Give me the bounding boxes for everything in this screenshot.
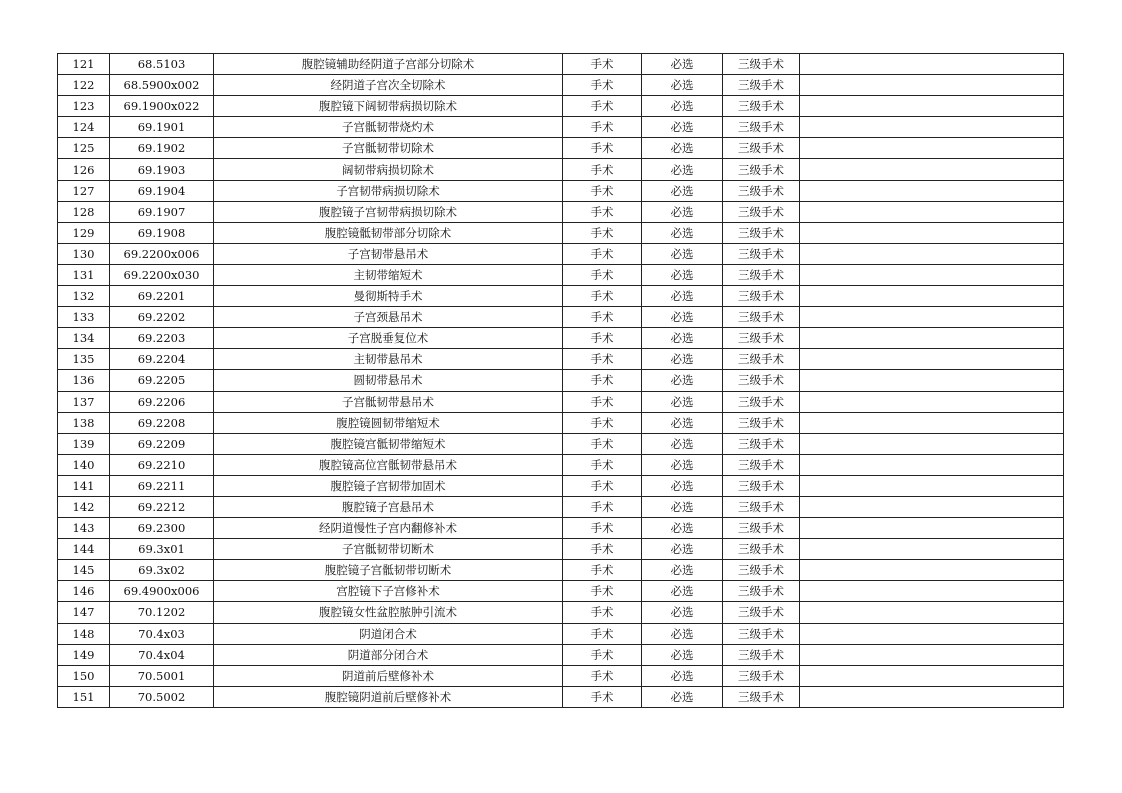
row-number-cell: 142	[58, 496, 110, 517]
category-cell: 手术	[563, 539, 642, 560]
procedure-name-cell: 腹腔镜高位宫骶韧带悬吊术	[214, 454, 563, 475]
table-row	[58, 560, 1064, 581]
procedure-code-cell: 69.2206	[110, 391, 214, 412]
procedure-code-cell: 69.2200x006	[110, 243, 214, 264]
note-cell	[800, 328, 1064, 349]
note-cell	[800, 243, 1064, 264]
surgery-level-cell: 三级手术	[723, 475, 800, 496]
note-cell	[800, 475, 1064, 496]
table-row	[58, 328, 1064, 349]
procedure-code-cell: 69.2200x030	[110, 264, 214, 285]
note-cell	[800, 222, 1064, 243]
table-row	[58, 307, 1064, 328]
note-cell	[800, 623, 1064, 644]
procedure-code-cell: 69.2205	[110, 370, 214, 391]
table-row	[58, 243, 1064, 264]
procedure-code-cell: 69.1901	[110, 117, 214, 138]
note-cell	[800, 560, 1064, 581]
surgery-level-cell: 三级手术	[723, 96, 800, 117]
row-number-cell: 149	[58, 644, 110, 665]
table-row	[58, 581, 1064, 602]
table-row	[58, 602, 1064, 623]
procedure-name-cell: 腹腔镜辅助经阴道子宫部分切除术	[214, 54, 563, 75]
row-number-cell: 125	[58, 138, 110, 159]
surgery-level-cell: 三级手术	[723, 138, 800, 159]
surgery-level-cell: 三级手术	[723, 286, 800, 307]
note-cell	[800, 581, 1064, 602]
procedure-name-cell: 腹腔镜子宫韧带加固术	[214, 475, 563, 496]
table-row	[58, 665, 1064, 686]
procedure-name-cell: 主韧带缩短术	[214, 264, 563, 285]
surgery-level-cell: 三级手术	[723, 391, 800, 412]
required-cell: 必选	[642, 391, 723, 412]
row-number-cell: 136	[58, 370, 110, 391]
row-number-cell: 133	[58, 307, 110, 328]
surgery-level-cell: 三级手术	[723, 539, 800, 560]
note-cell	[800, 665, 1064, 686]
surgery-level-cell: 三级手术	[723, 243, 800, 264]
surgery-level-cell: 三级手术	[723, 454, 800, 475]
procedure-code-cell: 69.1904	[110, 180, 214, 201]
note-cell	[800, 307, 1064, 328]
procedure-name-cell: 子宫骶韧带切断术	[214, 539, 563, 560]
note-cell	[800, 180, 1064, 201]
surgery-level-cell: 三级手术	[723, 433, 800, 454]
category-cell: 手术	[563, 560, 642, 581]
required-cell: 必选	[642, 75, 723, 96]
note-cell	[800, 349, 1064, 370]
procedure-code-cell: 69.2204	[110, 349, 214, 370]
category-cell: 手术	[563, 54, 642, 75]
procedure-code-cell: 69.2210	[110, 454, 214, 475]
category-cell: 手术	[563, 222, 642, 243]
note-cell	[800, 412, 1064, 433]
note-cell	[800, 518, 1064, 539]
procedure-code-cell: 69.1908	[110, 222, 214, 243]
note-cell	[800, 391, 1064, 412]
procedure-code-cell: 69.2211	[110, 475, 214, 496]
procedure-code-cell: 69.2203	[110, 328, 214, 349]
category-cell: 手术	[563, 159, 642, 180]
procedure-name-cell: 腹腔镜宫骶韧带缩短术	[214, 433, 563, 454]
category-cell: 手术	[563, 264, 642, 285]
row-number-cell: 135	[58, 349, 110, 370]
table-row	[58, 54, 1064, 75]
required-cell: 必选	[642, 349, 723, 370]
surgery-level-cell: 三级手术	[723, 328, 800, 349]
procedure-code-cell: 69.3x01	[110, 539, 214, 560]
table-row	[58, 644, 1064, 665]
note-cell	[800, 370, 1064, 391]
required-cell: 必选	[642, 54, 723, 75]
procedure-code-cell: 69.2212	[110, 496, 214, 517]
procedure-name-cell: 腹腔镜子宫悬吊术	[214, 496, 563, 517]
required-cell: 必选	[642, 138, 723, 159]
note-cell	[800, 539, 1064, 560]
table-row	[58, 370, 1064, 391]
category-cell: 手术	[563, 496, 642, 517]
surgery-level-cell: 三级手术	[723, 412, 800, 433]
category-cell: 手术	[563, 581, 642, 602]
required-cell: 必选	[642, 307, 723, 328]
category-cell: 手术	[563, 243, 642, 264]
procedure-name-cell: 阴道闭合术	[214, 623, 563, 644]
surgery-level-cell: 三级手术	[723, 602, 800, 623]
surgery-level-cell: 三级手术	[723, 180, 800, 201]
required-cell: 必选	[642, 264, 723, 285]
table-row	[58, 75, 1064, 96]
required-cell: 必选	[642, 475, 723, 496]
row-number-cell: 128	[58, 201, 110, 222]
procedure-name-cell: 经阴道子宫次全切除术	[214, 75, 563, 96]
note-cell	[800, 644, 1064, 665]
category-cell: 手术	[563, 180, 642, 201]
row-number-cell: 151	[58, 686, 110, 707]
row-number-cell: 141	[58, 475, 110, 496]
procedure-name-cell: 子宫脱垂复位术	[214, 328, 563, 349]
table-row	[58, 539, 1064, 560]
required-cell: 必选	[642, 412, 723, 433]
category-cell: 手术	[563, 370, 642, 391]
category-cell: 手术	[563, 454, 642, 475]
procedure-name-cell: 宫腔镜下子宫修补术	[214, 581, 563, 602]
required-cell: 必选	[642, 222, 723, 243]
required-cell: 必选	[642, 454, 723, 475]
category-cell: 手术	[563, 75, 642, 96]
required-cell: 必选	[642, 644, 723, 665]
note-cell	[800, 159, 1064, 180]
note-cell	[800, 96, 1064, 117]
procedure-code-cell: 69.1902	[110, 138, 214, 159]
surgery-level-cell: 三级手术	[723, 581, 800, 602]
required-cell: 必选	[642, 286, 723, 307]
procedure-name-cell: 阴道部分闭合术	[214, 644, 563, 665]
procedure-table-sheet	[57, 53, 1063, 708]
table-row	[58, 412, 1064, 433]
row-number-cell: 140	[58, 454, 110, 475]
required-cell: 必选	[642, 560, 723, 581]
procedure-code-cell: 69.2209	[110, 433, 214, 454]
surgery-level-cell: 三级手术	[723, 75, 800, 96]
procedure-code-cell: 69.2201	[110, 286, 214, 307]
row-number-cell: 144	[58, 539, 110, 560]
category-cell: 手术	[563, 412, 642, 433]
category-cell: 手术	[563, 391, 642, 412]
procedure-name-cell: 主韧带悬吊术	[214, 349, 563, 370]
required-cell: 必选	[642, 602, 723, 623]
row-number-cell: 139	[58, 433, 110, 454]
procedure-name-cell: 经阴道慢性子宫内翻修补术	[214, 518, 563, 539]
category-cell: 手术	[563, 686, 642, 707]
procedure-code-cell: 69.1903	[110, 159, 214, 180]
required-cell: 必选	[642, 243, 723, 264]
table-row	[58, 349, 1064, 370]
procedure-code-cell: 69.1907	[110, 201, 214, 222]
required-cell: 必选	[642, 623, 723, 644]
procedure-name-cell: 腹腔镜女性盆腔脓肿引流术	[214, 602, 563, 623]
procedure-code-cell: 68.5103	[110, 54, 214, 75]
category-cell: 手术	[563, 349, 642, 370]
procedure-name-cell: 腹腔镜子宫骶韧带切断术	[214, 560, 563, 581]
surgery-level-cell: 三级手术	[723, 370, 800, 391]
required-cell: 必选	[642, 581, 723, 602]
category-cell: 手术	[563, 665, 642, 686]
required-cell: 必选	[642, 117, 723, 138]
surgery-level-cell: 三级手术	[723, 686, 800, 707]
table-row	[58, 475, 1064, 496]
procedure-code-cell: 70.5002	[110, 686, 214, 707]
procedure-table-body	[58, 54, 1064, 708]
row-number-cell: 130	[58, 243, 110, 264]
procedure-name-cell: 曼彻斯特手术	[214, 286, 563, 307]
table-row	[58, 433, 1064, 454]
procedure-code-cell: 69.2202	[110, 307, 214, 328]
category-cell: 手术	[563, 475, 642, 496]
surgery-level-cell: 三级手术	[723, 264, 800, 285]
category-cell: 手术	[563, 286, 642, 307]
table-row	[58, 518, 1064, 539]
row-number-cell: 143	[58, 518, 110, 539]
surgery-level-cell: 三级手术	[723, 222, 800, 243]
procedure-name-cell: 腹腔镜子宫韧带病损切除术	[214, 201, 563, 222]
required-cell: 必选	[642, 159, 723, 180]
surgery-level-cell: 三级手术	[723, 518, 800, 539]
table-row	[58, 96, 1064, 117]
required-cell: 必选	[642, 370, 723, 391]
procedure-name-cell: 腹腔镜圆韧带缩短术	[214, 412, 563, 433]
procedure-code-cell: 69.2300	[110, 518, 214, 539]
row-number-cell: 123	[58, 96, 110, 117]
required-cell: 必选	[642, 201, 723, 222]
procedure-name-cell: 子宫骶韧带烧灼术	[214, 117, 563, 138]
table-row	[58, 496, 1064, 517]
category-cell: 手术	[563, 201, 642, 222]
procedure-name-cell: 阴道前后壁修补术	[214, 665, 563, 686]
procedure-name-cell: 子宫骶韧带悬吊术	[214, 391, 563, 412]
row-number-cell: 148	[58, 623, 110, 644]
surgery-level-cell: 三级手术	[723, 117, 800, 138]
note-cell	[800, 264, 1064, 285]
table-row	[58, 138, 1064, 159]
category-cell: 手术	[563, 644, 642, 665]
row-number-cell: 137	[58, 391, 110, 412]
procedure-name-cell: 子宫骶韧带切除术	[214, 138, 563, 159]
row-number-cell: 122	[58, 75, 110, 96]
procedure-code-cell: 70.4x04	[110, 644, 214, 665]
table-row	[58, 222, 1064, 243]
category-cell: 手术	[563, 307, 642, 328]
procedure-name-cell: 圆韧带悬吊术	[214, 370, 563, 391]
note-cell	[800, 602, 1064, 623]
note-cell	[800, 686, 1064, 707]
procedure-name-cell: 子宫韧带悬吊术	[214, 243, 563, 264]
required-cell: 必选	[642, 518, 723, 539]
row-number-cell: 146	[58, 581, 110, 602]
surgery-level-cell: 三级手术	[723, 665, 800, 686]
row-number-cell: 131	[58, 264, 110, 285]
category-cell: 手术	[563, 138, 642, 159]
row-number-cell: 126	[58, 159, 110, 180]
required-cell: 必选	[642, 686, 723, 707]
table-row	[58, 159, 1064, 180]
row-number-cell: 145	[58, 560, 110, 581]
table-row	[58, 180, 1064, 201]
procedure-code-cell: 70.4x03	[110, 623, 214, 644]
category-cell: 手术	[563, 328, 642, 349]
procedure-code-cell: 70.1202	[110, 602, 214, 623]
row-number-cell: 147	[58, 602, 110, 623]
surgery-level-cell: 三级手术	[723, 201, 800, 222]
surgery-level-cell: 三级手术	[723, 349, 800, 370]
note-cell	[800, 286, 1064, 307]
required-cell: 必选	[642, 96, 723, 117]
procedure-name-cell: 子宫颈悬吊术	[214, 307, 563, 328]
row-number-cell: 138	[58, 412, 110, 433]
table-row	[58, 201, 1064, 222]
note-cell	[800, 454, 1064, 475]
row-number-cell: 121	[58, 54, 110, 75]
procedure-table	[57, 53, 1064, 708]
required-cell: 必选	[642, 539, 723, 560]
procedure-name-cell: 腹腔镜阴道前后壁修补术	[214, 686, 563, 707]
category-cell: 手术	[563, 96, 642, 117]
category-cell: 手术	[563, 602, 642, 623]
table-row	[58, 264, 1064, 285]
required-cell: 必选	[642, 496, 723, 517]
procedure-code-cell: 68.5900x002	[110, 75, 214, 96]
category-cell: 手术	[563, 518, 642, 539]
table-row	[58, 286, 1064, 307]
note-cell	[800, 138, 1064, 159]
required-cell: 必选	[642, 180, 723, 201]
table-row	[58, 623, 1064, 644]
row-number-cell: 127	[58, 180, 110, 201]
surgery-level-cell: 三级手术	[723, 560, 800, 581]
row-number-cell: 124	[58, 117, 110, 138]
procedure-code-cell: 69.4900x006	[110, 581, 214, 602]
note-cell	[800, 54, 1064, 75]
category-cell: 手术	[563, 433, 642, 454]
procedure-code-cell: 69.2208	[110, 412, 214, 433]
procedure-code-cell: 69.3x02	[110, 560, 214, 581]
note-cell	[800, 433, 1064, 454]
surgery-level-cell: 三级手术	[723, 54, 800, 75]
category-cell: 手术	[563, 623, 642, 644]
procedure-code-cell: 70.5001	[110, 665, 214, 686]
table-row	[58, 454, 1064, 475]
procedure-name-cell: 阔韧带病损切除术	[214, 159, 563, 180]
note-cell	[800, 201, 1064, 222]
required-cell: 必选	[642, 433, 723, 454]
note-cell	[800, 496, 1064, 517]
surgery-level-cell: 三级手术	[723, 644, 800, 665]
procedure-name-cell: 腹腔镜骶韧带部分切除术	[214, 222, 563, 243]
surgery-level-cell: 三级手术	[723, 159, 800, 180]
row-number-cell: 150	[58, 665, 110, 686]
table-row	[58, 391, 1064, 412]
surgery-level-cell: 三级手术	[723, 307, 800, 328]
table-row	[58, 686, 1064, 707]
row-number-cell: 129	[58, 222, 110, 243]
procedure-code-cell: 69.1900x022	[110, 96, 214, 117]
note-cell	[800, 117, 1064, 138]
category-cell: 手术	[563, 117, 642, 138]
procedure-name-cell: 腹腔镜下阔韧带病损切除术	[214, 96, 563, 117]
procedure-name-cell: 子宫韧带病损切除术	[214, 180, 563, 201]
row-number-cell: 132	[58, 286, 110, 307]
surgery-level-cell: 三级手术	[723, 623, 800, 644]
table-row	[58, 117, 1064, 138]
surgery-level-cell: 三级手术	[723, 496, 800, 517]
row-number-cell: 134	[58, 328, 110, 349]
note-cell	[800, 75, 1064, 96]
required-cell: 必选	[642, 665, 723, 686]
required-cell: 必选	[642, 328, 723, 349]
